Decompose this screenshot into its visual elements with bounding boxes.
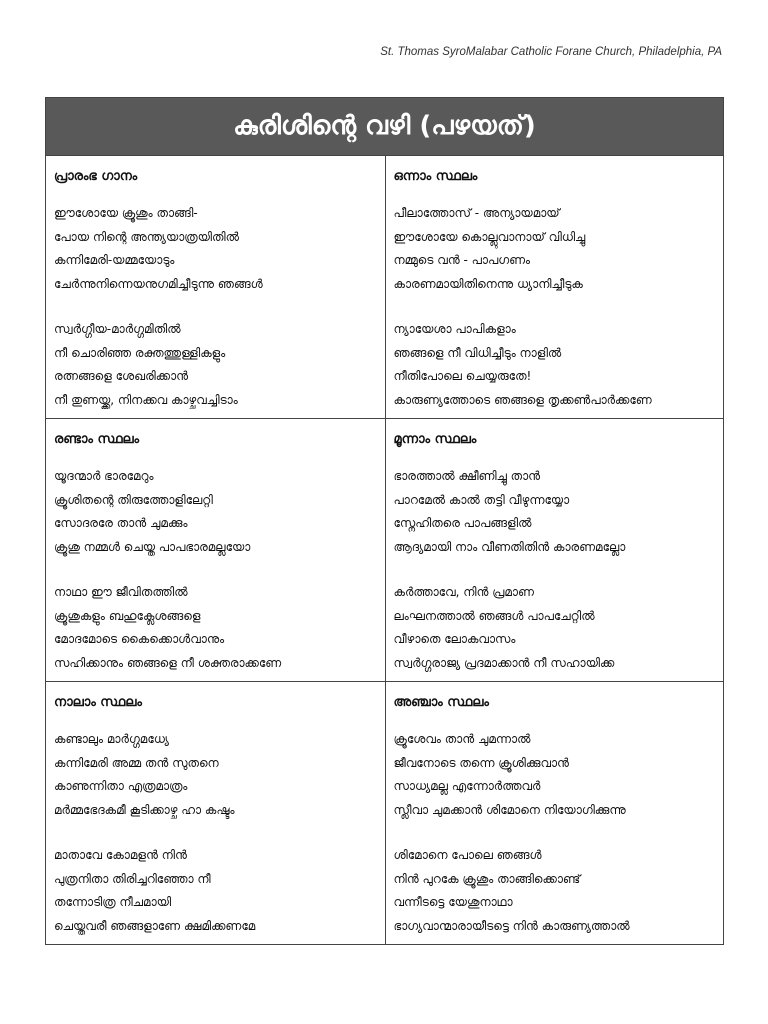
- verse-line: യൂദന്മാർ ഭാരമേറും: [54, 469, 154, 483]
- verse-line: ഈശോയേ ക്രൂശും താങ്ങി-: [54, 206, 198, 220]
- verse-line: കർത്താവേ, നിൻ പ്രമാണ: [393, 585, 534, 599]
- table-row: [46, 419, 723, 682]
- table-body: [46, 156, 723, 944]
- verse-line: സ്നേഹിതരെ പാപങ്ങളിൽ: [393, 516, 532, 530]
- station-cell: [46, 156, 385, 418]
- document-title: കുരിശിന്റെ വഴി (പഴയത്): [233, 111, 536, 141]
- verse-line: ക്രൂശു നമ്മൾ ചെയ്ത പാപഭാരമല്ലയോ: [54, 539, 251, 554]
- verse-line: കാരുണ്യത്തോടെ ഞങ്ങളെ തൃക്കൺപാർക്കണേ: [393, 392, 652, 407]
- stanza: [54, 728, 377, 822]
- stanza: [394, 844, 716, 938]
- station-cell: [385, 419, 724, 681]
- verse-line: ഭാരത്താൽ ക്ഷീണിച്ചു താൻ: [393, 469, 541, 483]
- verse-line: നിൻ പുറകേ ക്രൂശും താങ്ങിക്കൊണ്ട്: [393, 871, 581, 886]
- verse-line: മർമ്മഭേദകമീ കൂടിക്കാഴ്ച ഹാ കഷ്ടം: [54, 802, 235, 817]
- station-heading: അഞ്ചാം സ്ഥലം: [393, 695, 489, 710]
- verse-line: സ്വർഗ്ഗീയ-മാർഗ്ഗമിതിൽ: [54, 322, 181, 336]
- verse-line: മോദമോടെ കൈക്കൊൾവാനും: [54, 632, 225, 646]
- stanza: [394, 581, 716, 675]
- verse-line: കാണുന്നിതാ എത്രമാത്രം: [54, 779, 188, 793]
- verse-line: ശിമോനെ പോലെ ഞങ്ങൾ: [393, 848, 542, 862]
- verse-line: ക്രൂശിതന്റെ തിരുത്തോളിലേറ്റി: [54, 492, 213, 507]
- verse-line: കന്നിമേരി-യമ്മയോടും: [54, 253, 175, 267]
- stanza: [394, 465, 716, 559]
- verse-line: തന്നോടിത്ര നീചമായി: [54, 895, 172, 909]
- verse-line: ചെയ്തവരീ ഞങ്ങളാണേ ക്ഷമിക്കണമേ: [54, 918, 256, 933]
- verse-line: ഞങ്ങളെ നീ വിധിച്ചീടും നാളിൽ: [393, 345, 562, 360]
- stanza: [394, 318, 716, 412]
- station-cell: [46, 419, 385, 681]
- verse-line: പുത്രനിതാ തിരിച്ചറിഞ്ഞോ നീ: [54, 871, 211, 886]
- stations-table: [45, 97, 724, 945]
- station-heading: ഒന്നാം സ്ഥലം: [393, 169, 478, 184]
- verse-line: രത്നങ്ങളെ ശേഖരിക്കാൻ: [54, 369, 189, 383]
- stanza: [54, 202, 377, 296]
- verse-line: മാതാവേ കോമളൻ നിൻ: [54, 848, 187, 862]
- verse-line: സ്ലീവാ ചുമക്കാൻ ശിമോനെ നിയോഗിക്കുന്നു: [393, 802, 626, 817]
- verse-line: ക്രൂശേവം താൻ ചുമന്നാൽ: [393, 732, 531, 746]
- verse-line: പോയ നിന്റെ അന്ത്യയാത്രയിതിൽ: [54, 229, 239, 244]
- verse-line: പാറമേൽ കാൽ തട്ടി വീഴുന്നയ്യോ: [393, 492, 570, 507]
- verse-line: പീലാത്തോസ് - അന്യായമായ്: [393, 206, 560, 220]
- stanza: [54, 465, 377, 559]
- verse-line: സഹിക്കാനും ഞങ്ങളെ നീ ശക്തരാക്കണേ: [54, 655, 282, 670]
- station-cell: [46, 682, 385, 944]
- station-heading: മൂന്നാം സ്ഥലം: [393, 432, 477, 447]
- stanza: [394, 728, 716, 822]
- table-row: [46, 682, 723, 944]
- verse-line: കന്നിമേരി അമ്മ തൻ സുതനെ: [54, 755, 219, 770]
- station-heading: രണ്ടാം സ്ഥലം: [54, 432, 140, 447]
- station-heading: നാലാം സ്ഥലം: [54, 695, 142, 710]
- verse-line: നാഥാ ഈ ജീവിതത്തിൽ: [54, 585, 188, 599]
- station-heading: പ്രാരംഭ ഗാനം: [54, 169, 138, 184]
- verse-line: നീ ചൊരിഞ്ഞ രക്തത്തുള്ളികളും: [54, 345, 226, 360]
- stanza: [54, 318, 377, 412]
- verse-line: ലംഘനത്താൽ ഞങ്ങൾ പാപചേറ്റിൽ: [393, 608, 595, 623]
- stanza: [54, 844, 377, 938]
- title-bar: [46, 98, 723, 156]
- verse-line: വന്നീടട്ടെ യേശുനാഥാ: [393, 895, 513, 909]
- verse-line: സോദരരേ താൻ ചുമക്കും: [54, 516, 188, 530]
- verse-line: നീതിപോലെ ചെയ്യരുതേ!: [393, 369, 532, 383]
- stanza: [54, 581, 377, 675]
- church-header-note: St. Thomas SyroMalabar Catholic Forane Church, Philadelphia, PA: [380, 46, 722, 58]
- verse-line: നമ്മുടെ വൻ - പാപഗണം: [393, 253, 531, 267]
- table-row: [46, 156, 723, 419]
- verse-line: ഈശോയേ കൊല്ലുവാനായ് വിധിച്ചു: [393, 229, 586, 244]
- verse-line: ആദ്യമായി നാം വീണതിതിൻ കാരണമല്ലോ: [393, 539, 626, 554]
- verse-line: ക്രൂശുകളും ബഹുക്ലേശങ്ങളെ: [54, 608, 201, 623]
- station-cell: [385, 156, 724, 418]
- verse-line: കാരണമായിതിനെന്നു ധ്യാനിച്ചീടുക: [393, 276, 583, 291]
- verse-line: സ്വർഗ്ഗരാജ്യ പ്രദമാക്കാൻ നീ സഹായിക്ക: [393, 655, 615, 670]
- station-cell: [385, 682, 724, 944]
- stanza: [394, 202, 716, 296]
- verse-line: സാധ്യമല്ല എന്നോർത്തവർ: [393, 779, 541, 793]
- verse-line: നീ തുണയ്ക്ക, നിനക്കവ കാഴ്ചവച്ചിടാം: [54, 392, 238, 407]
- verse-line: ചേർന്നുനിന്നെയനുഗമിച്ചീടുന്നു ഞങ്ങൾ: [54, 276, 263, 291]
- verse-line: ന്യായേശാ പാപികളാം: [393, 322, 516, 336]
- verse-line: വീഴാതെ ലോകവാസം: [393, 632, 516, 646]
- verse-line: ഭാഗ്യവാന്മാരായീടട്ടെ നിൻ കാരുണ്യത്താൽ: [393, 918, 630, 933]
- verse-line: കണ്ടാലും മാർഗ്ഗമധ്യേ: [54, 732, 169, 746]
- verse-line: ജീവനോടെ തന്നെ ക്രൂശിക്കുവാൻ: [393, 755, 569, 770]
